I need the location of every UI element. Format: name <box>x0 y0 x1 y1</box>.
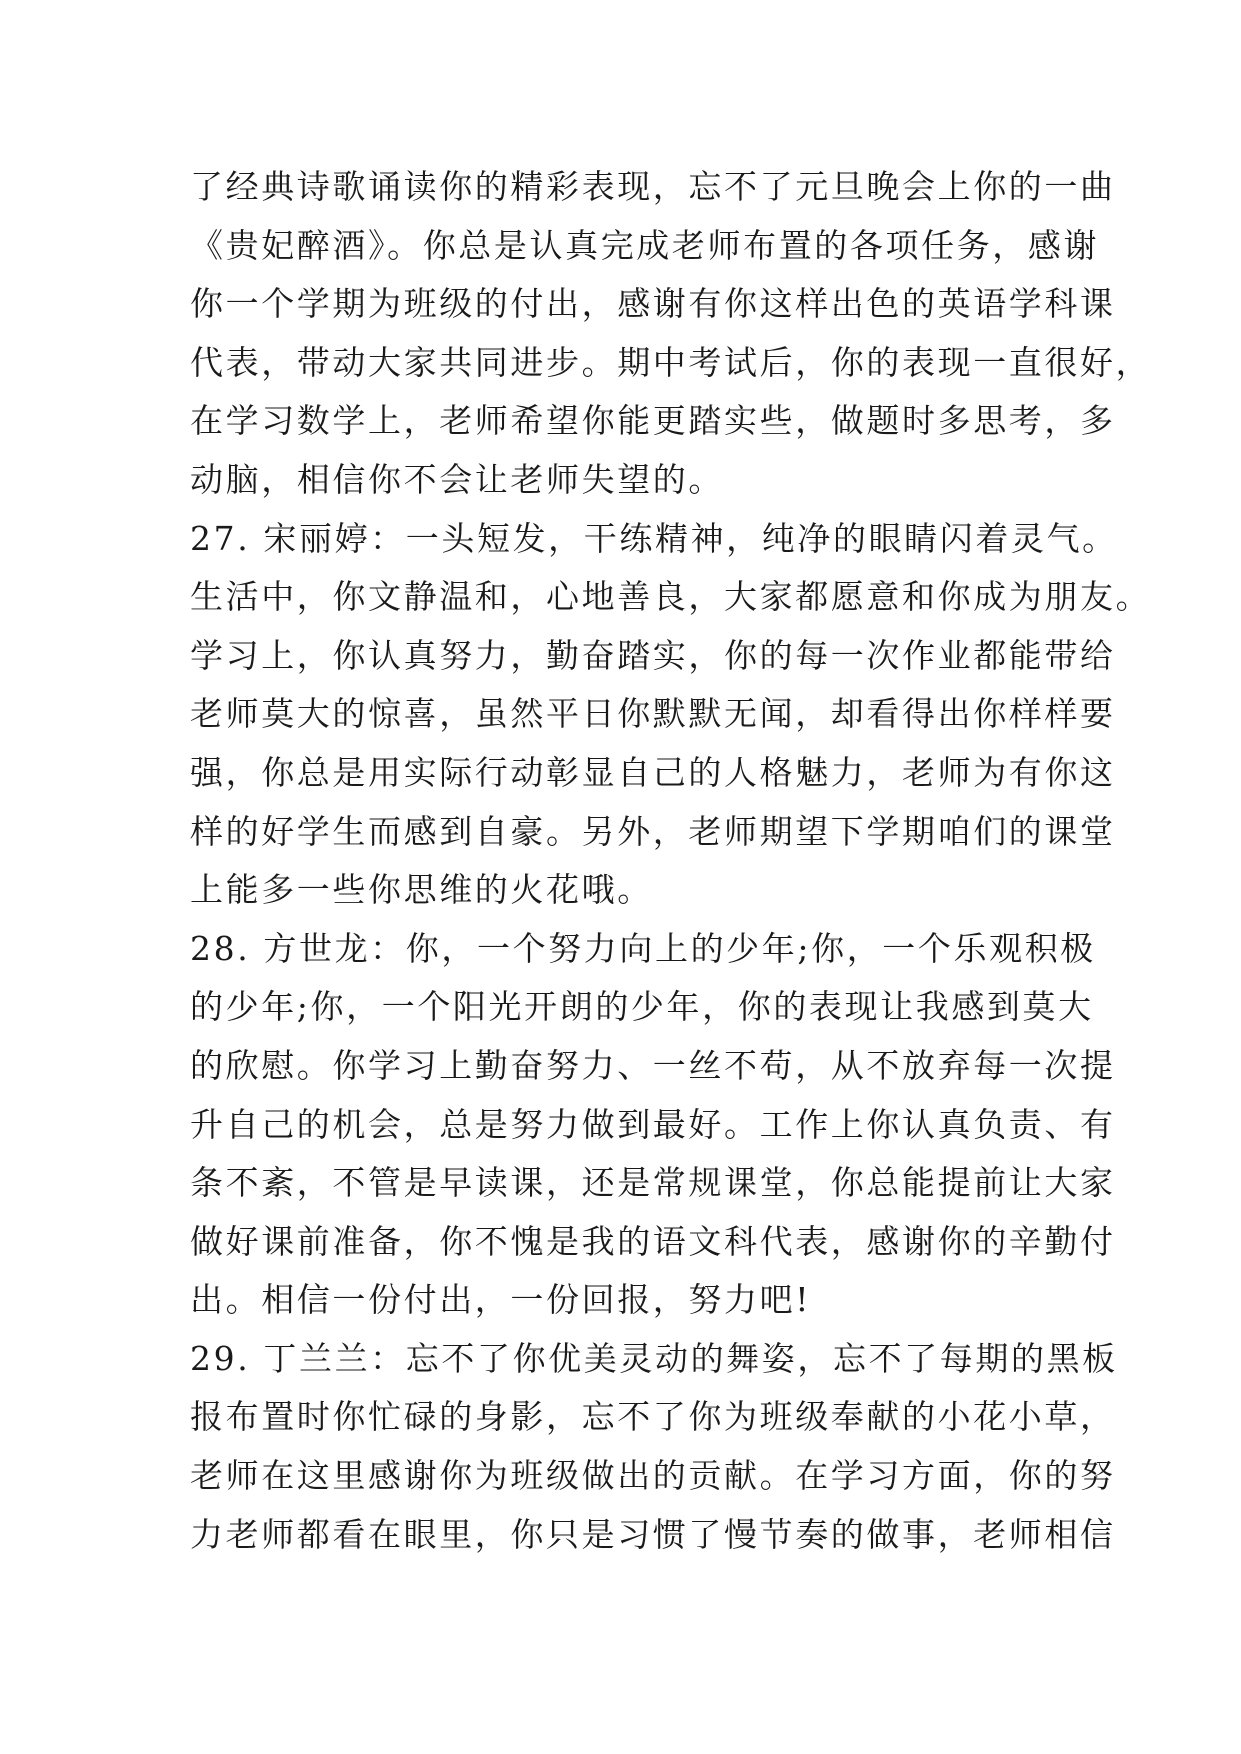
text-line: 力老师都看在眼里，你只是习惯了慢节奏的做事，老师相信 <box>190 1514 1116 1554</box>
text-line: 做好课前准备，你不愧是我的语文科代表，感谢你的辛勤付 <box>190 1221 1116 1261</box>
text-line: 《贵妃醉酒》。你总是认真完成老师布置的各项任务，感谢 <box>190 225 1100 265</box>
text-line: 你一个学期为班级的付出，感谢有你这样出色的英语学科课 <box>190 284 1116 324</box>
text-line: 上能多一些你思维的火花哦。 <box>190 870 653 910</box>
text-line: 动脑，相信你不会让老师失望的。 <box>190 459 724 499</box>
text-line: 老师莫大的惊喜，虽然平日你默默无闻，却看得出你样样要 <box>190 694 1116 734</box>
text-line: 老师在这里感谢你为班级做出的贡献。在学习方面，你的努 <box>190 1456 1116 1496</box>
text-line: 在学习数学上，老师希望你能更踏实些，做题时多思考，多 <box>190 401 1116 441</box>
text-line: 的欣慰。你学习上勤奋努力、一丝不苟，从不放弃每一次提 <box>190 1045 1116 1085</box>
text-line: 强，你总是用实际行动彰显自己的人格魅力，老师为有你这 <box>190 752 1116 792</box>
comment-28-start: 28. 方世龙：你，一个努力向上的少年;你，一个乐观积极 <box>190 928 1096 968</box>
body-text <box>190 158 1152 1564</box>
text-line: 报布置时你忙碌的身影，忘不了你为班级奉献的小花小草， <box>190 1397 1116 1437</box>
text-line: 生活中，你文静温和，心地善良，大家都愿意和你成为朋友。 <box>190 577 1152 617</box>
text-line: 样的好学生而感到自豪。另外，老师期望下学期咱们的课堂 <box>190 811 1116 851</box>
text-line: 的少年;你，一个阳光开朗的少年，你的表现让我感到莫大 <box>190 987 1094 1027</box>
text-line: 条不紊，不管是早读课，还是常规课堂，你总能提前让大家 <box>190 1163 1116 1203</box>
text-line: 了经典诗歌诵读你的精彩表现，忘不了元旦晚会上你的一曲 <box>190 167 1116 206</box>
text-line: 学习上，你认真努力，勤奋踏实，你的每一次作业都能带给 <box>190 635 1116 675</box>
comment-29-start: 29. 丁兰兰：忘不了你优美灵动的舞姿，忘不了每期的黑板 <box>190 1338 1118 1378</box>
text-line: 出。相信一份付出，一份回报，努力吧! <box>190 1280 812 1320</box>
text-line: 升自己的机会，总是努力做到最好。工作上你认真负责、有 <box>190 1104 1116 1144</box>
text-line: 代表，带动大家共同进步。期中考试后，你的表现一直很好， <box>190 342 1152 382</box>
comment-27-start: 27. 宋丽婷：一头短发，干练精神，纯净的眼睛闪着灵气。 <box>190 518 1118 558</box>
